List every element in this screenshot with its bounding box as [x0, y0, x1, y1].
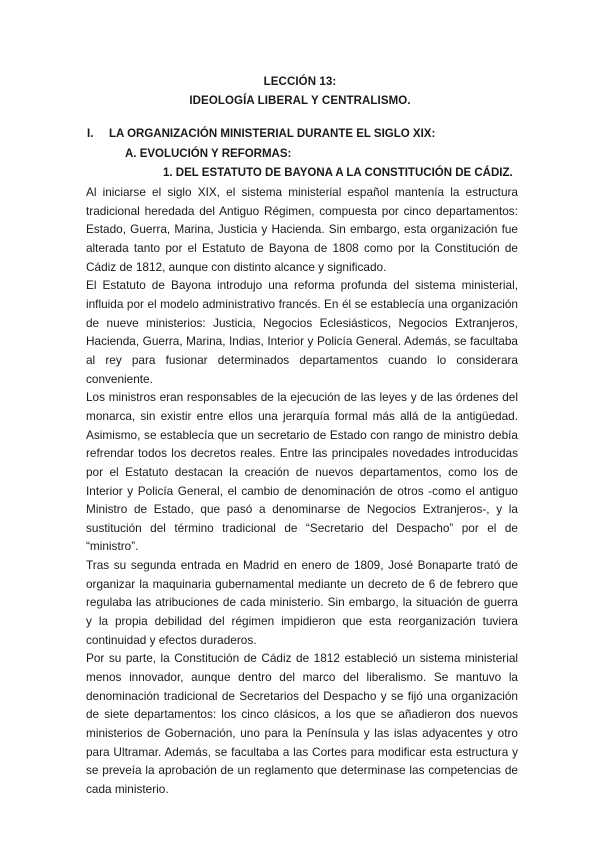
subsubsection-heading: 1. DEL ESTATUTO DE BAYONA A LA CONSTITUCIÓN DE CÁDIZ. [163, 167, 513, 179]
section-heading-text: LA ORGANIZACIÓN MINISTERIAL DURANTE EL SIGLO XIX: [109, 128, 436, 140]
paragraph: El Estatuto de Bayona introdujo una reforma profunda del sistema ministerial, influida por el modelo administrativo francés. En él se establecía una organización de nueve ministerios: Justicia, Negocios Eclesiásticos, Negocios Extranjeros, Hacienda, Guerra, Marina, Indias, Interior y Policía General. Además, se facultaba al rey para fusionar determinados departamentos cuando lo considerara conveniente. [86, 278, 518, 386]
paragraph: Los ministros eran responsables de la ejecución de las leyes y de las órdenes del monarca, sin existir entre ellos una jerarquía formal más allá de la antigüedad. Asimismo, se establecía que un secretario de Estado con rango de ministro debía refrendar todos los decretos reales. Entre las principales novedades introducidas por el Estatuto destacan la creación de nuevos departamentos, como los de Interior y Policía General, el cambio de denominación de otros -como el antiguo Ministro de Estado, que pasó a denominarse de Negocios Extranjeros-, y la sustitución del término tradicional de “Secretario del Despacho” por el de “ministro”. [86, 390, 518, 554]
paragraph: Al iniciarse el siglo XIX, el sistema ministerial español mantenía la estructura tradicional heredada del Antiguo Régimen, compuesta por cinco departamentos: Estado, Guerra, Marina, Justicia y Hacienda. Sin embargo, esta organización fue alterada tanto por el Estatuto de Bayona de 1808 como por la Constitución de Cádiz de 1812, aunque con distinto alcance y significado. [86, 185, 518, 274]
subsection-heading: A. EVOLUCIÓN Y REFORMAS: [125, 148, 292, 160]
section-heading [87, 128, 435, 140]
paragraph: Tras su segunda entrada en Madrid en enero de 1809, José Bonaparte trató de organizar la maquinaria gubernamental mediante un decreto de 6 de febrero que regulaba las atribuciones de cada ministerio. Sin embargo, la situación de guerra y la propia debilidad del régimen impidieron que esta reorganización tuviera continuidad y efectos duraderos. [86, 558, 518, 647]
paragraph: Por su parte, la Constitución de Cádiz de 1812 estableció un sistema ministerial menos innovador, aunque dentro del marco del liberalismo. Se mantuvo la denominación tradicional de Secretarios del Despacho y se fijó una organización de siete departamentos: los cinco clásicos, a los que se añadieron dos nuevos ministerios de Gobernación, uno para la Península y las islas adyacentes y otro para Ultramar. Además, se facultaba a las Cortes para modificar esta estructura y se preveía la aprobación de un reglamento que determinase las competencias de cada ministerio. [86, 651, 518, 796]
section-number: I. [87, 128, 94, 140]
lesson-subtitle: IDEOLOGÍA LIBERAL Y CENTRALISMO. [189, 95, 411, 107]
lesson-title: LECCIÓN 13: [263, 76, 337, 88]
document-body [86, 183, 518, 799]
